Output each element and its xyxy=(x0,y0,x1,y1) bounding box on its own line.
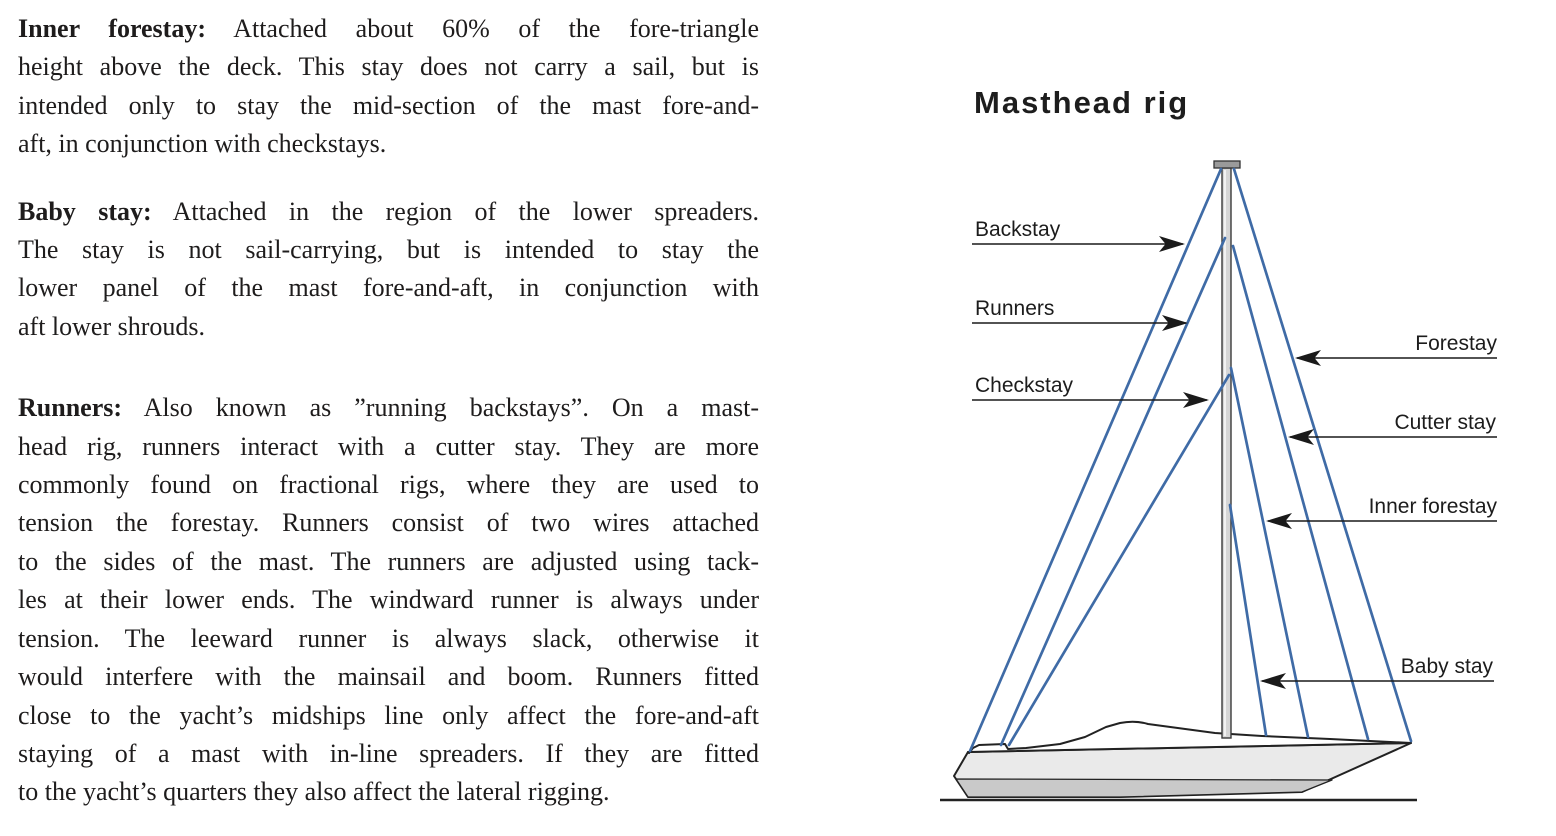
paragraph-lead: Baby stay: xyxy=(18,196,152,226)
label-runners: Runners xyxy=(975,297,1055,320)
text-line: Inner forestay: Attached about 60% of the fore-triangle xyxy=(18,14,759,43)
text-line: lower panel of the mast fore-and-aft, in conjunction with xyxy=(18,273,759,303)
label-forestay: Forestay xyxy=(1415,332,1497,355)
figure-title: Masthead rig xyxy=(974,85,1190,120)
text-line: The stay is not sail-carrying, but is intended to stay the xyxy=(18,235,759,265)
text-line: would interfere with the mainsail and boom. Runners fitted xyxy=(18,662,759,692)
text-line: Baby stay: Attached in the region of the lower spreaders. xyxy=(18,196,759,226)
text-line: head rig, runners interact with a cutter stay. They are more xyxy=(18,431,759,461)
baby-stay-line xyxy=(1230,505,1266,735)
backstay-line xyxy=(970,169,1221,751)
masthead-cap xyxy=(1214,161,1240,168)
text-line: les at their lower ends. The windward runner is always under xyxy=(18,585,759,615)
checkstay-line xyxy=(1009,375,1229,745)
forestay-line xyxy=(1234,169,1411,741)
text-line: close to the yacht’s midships line only affect the fore-and-aft xyxy=(18,700,759,730)
text-line: tension the forestay. Runners consist of two wires attached xyxy=(18,508,759,538)
label-cutter-stay: Cutter stay xyxy=(1394,411,1496,434)
text-line: aft lower shrouds. xyxy=(18,311,206,341)
text-line: commonly found on fractional rigs, where they are used to xyxy=(18,470,759,500)
text-line: to the sides of the mast. The runners are adjusted using tack- xyxy=(18,546,759,576)
paragraph-lead: Inner forestay: xyxy=(18,14,206,43)
label-inner-forestay: Inner forestay xyxy=(1368,495,1497,518)
paragraph-lead: Runners: xyxy=(18,393,123,423)
text-line: to the yacht’s quarters they also affect the lateral rigging. xyxy=(18,777,610,807)
text-line: intended only to stay the mid-section of the mast fore-and- xyxy=(18,90,759,120)
label-backstay: Backstay xyxy=(975,218,1061,241)
text-line: height above the deck. This stay does not carry a sail, but is xyxy=(18,52,759,82)
cutter-stay-line xyxy=(1233,246,1368,739)
text-line: Runners: Also known as ”running backstays”. On a mast- xyxy=(18,393,759,423)
text-line: tension. The leeward runner is always slack, otherwise it xyxy=(18,623,759,653)
text-line: staying of a mast with in-line spreaders. If they are fitted xyxy=(18,738,759,768)
label-checkstay: Checkstay xyxy=(975,374,1074,397)
text-line: aft, in conjunction with checkstays. xyxy=(18,129,387,159)
label-baby-stay: Baby stay xyxy=(1400,655,1493,678)
mast xyxy=(1222,168,1231,738)
hull-boot-stripe xyxy=(956,779,1332,797)
